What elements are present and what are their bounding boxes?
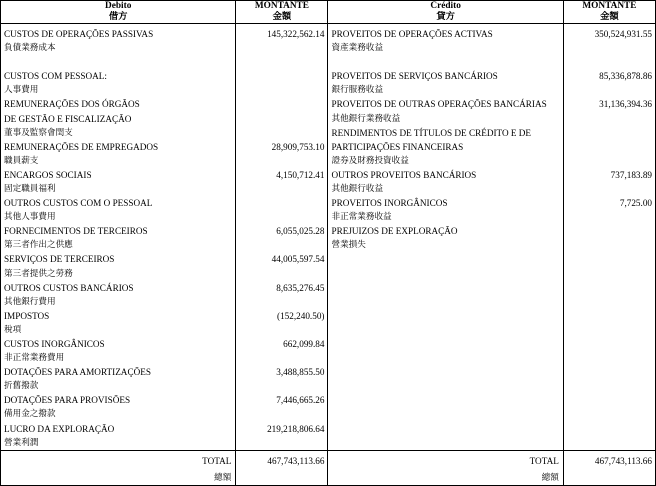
column-header-amount-debit: [236, 1, 328, 24]
credit-line-amount: 31,136,394.36: [599, 99, 652, 110]
debit-line-amount: [236, 97, 327, 111]
debit-line-label: DOTAÇÕES PARA AMORTIZAÇÕES: [4, 367, 151, 378]
debit-line-label: OUTROS CUSTOS COM O PESSOAL: [4, 198, 153, 209]
debit-line-amount: [236, 196, 327, 210]
debit-line-label: OUTROS CUSTOS BANCÁRIOS: [4, 282, 134, 293]
credit-line-label: 其他銀行業務收益: [331, 113, 401, 124]
debit-total-amount-cell: [236, 450, 328, 485]
credit-line-amount: 350,524,931.55: [594, 28, 652, 39]
credit-amount-list: [564, 24, 655, 253]
debit-amount-column: [236, 23, 328, 450]
column-header-amount-credit-pt: MONTANTE: [582, 1, 637, 11]
debit-line-amount: [236, 323, 327, 337]
column-header-debit-pt: Debito: [105, 1, 132, 11]
debit-line-label: 營業利潤: [4, 437, 39, 448]
debit-total-label-pt: TOTAL: [202, 455, 232, 466]
debit-line-label: CUSTOS INORGÂNICOS: [4, 339, 105, 349]
credit-line-label: OUTROS PROVEITOS BANCÁRIOS: [331, 169, 477, 180]
credit-line-label: 非正常業務收益: [331, 212, 392, 223]
debit-line-label: 稅項: [4, 324, 22, 335]
debit-line-amount: 662,099.84: [283, 339, 325, 349]
debit-line-list: [1, 24, 235, 450]
credit-line-amount: [564, 154, 655, 168]
debit-line-amount: [236, 41, 327, 55]
credit-total-label-pt: TOTAL: [529, 455, 559, 466]
credit-line-label: 銀行服務收益: [331, 85, 384, 96]
debit-line-amount: [236, 55, 327, 69]
credit-line-amount: [564, 55, 655, 69]
debit-line-label: 非正常業務費用: [4, 353, 65, 364]
debit-line-label: FORNECIMENTOS DE TERCEIROS: [4, 226, 148, 237]
debit-line-amount: 8,635,276.45: [276, 282, 325, 293]
credit-line-label: [328, 55, 562, 69]
credit-line-label: PROVEITOS INORGÂNICOS: [331, 198, 448, 209]
debit-line-label: 其他銀行費用: [4, 296, 56, 307]
debit-line-label: 第三者作出之供應: [4, 240, 73, 251]
debit-line-amount: 6,055,025.28: [276, 226, 325, 237]
debit-line-amount: 4,150,712.41: [276, 169, 325, 180]
debit-line-amount: [236, 126, 327, 140]
column-header-amount-credit: [563, 1, 655, 24]
column-header-amount-credit-zh: 金額: [600, 10, 619, 22]
credit-amount-column: [563, 23, 655, 450]
credit-line-label: PROVEITOS DE OPERAÇÕES ACTIVAS: [331, 28, 493, 39]
debit-line-label: 固定職員福利: [4, 183, 56, 194]
credit-line-amount: [564, 238, 655, 252]
credit-line-label: PROVEITOS DE OUTRAS OPERAÇÕES BANCÁRIAS: [331, 99, 547, 110]
credit-line-label: 營業損失: [331, 240, 366, 251]
credit-total-amount-cell: [563, 450, 655, 485]
debit-line-amount: [236, 154, 327, 168]
debit-line-label: ENCARGOS SOCIAIS: [4, 169, 92, 180]
credit-line-amount: [564, 83, 655, 97]
credit-line-label: 其他銀行收益: [331, 183, 384, 194]
debit-line-label: 備用金之撥款: [4, 409, 56, 420]
debit-line-label: DOTAÇÕES PARA PROVISÕES: [4, 395, 131, 406]
debit-line-label: 人事費用: [4, 85, 39, 96]
credit-total-label-cell: [328, 450, 563, 485]
credit-line-amount: [564, 126, 655, 140]
credit-total-amount: 467,743,113.66: [594, 455, 652, 466]
debit-line-amount: [236, 351, 327, 365]
debit-line-label: 負債業務成本: [4, 43, 56, 54]
credit-line-amount: [564, 140, 655, 154]
debit-line-amount: [236, 407, 327, 421]
debit-line-label: LUCRO DA EXPLORAÇÃO: [4, 423, 115, 434]
debit-line-label: REMUNERAÇÕES DE EMPREGADOS: [4, 141, 159, 152]
debit-line-amount: [236, 238, 327, 252]
debit-line-amount: 7,446,665.26: [276, 395, 325, 406]
debit-line-amount: 219,218,806.64: [267, 423, 325, 434]
debit-line-label: [1, 55, 235, 69]
debit-line-amount: 3,488,855.50: [276, 367, 325, 378]
column-header-amount-debit-zh: 金額: [272, 10, 292, 22]
credit-line-label: PROVEITOS DE SERVIÇOS BANCÁRIOS: [331, 71, 498, 82]
debit-line-amount: [236, 379, 327, 393]
debit-total-label-zh: 總額: [214, 472, 232, 483]
debit-line-label: CUSTOS DE OPERAÇÕES PASSIVAS: [4, 28, 154, 39]
debit-line-label: IMPOSTOS: [4, 310, 50, 321]
credit-line-list: [328, 24, 562, 253]
column-header-credit: [328, 1, 563, 24]
credit-line-label: RENDIMENTOS DE TÍTULOS DE CRÉDITO E DE: [331, 127, 532, 138]
debit-total-label-cell: [1, 450, 236, 485]
debit-line-amount: 28,909,753.10: [271, 141, 325, 152]
debit-line-amount: [236, 210, 327, 224]
column-header-amount-debit-pt: MONTANTE: [254, 1, 309, 11]
credit-line-label: PREJUIZOS DE EXPLORAÇÃO: [331, 226, 458, 237]
debit-line-amount: [236, 182, 327, 196]
column-header-credit-zh: 貸方: [436, 10, 455, 22]
credit-line-amount: [564, 210, 655, 224]
column-header-credit-pt: Crédito: [430, 1, 461, 11]
credit-line-label: 證券及財務投資收益: [331, 155, 409, 166]
debit-line-label: 職員薪支: [4, 155, 39, 166]
column-header-debit-zh: 借方: [108, 10, 128, 22]
debit-line-amount: [236, 267, 327, 281]
debit-line-amount: [236, 83, 327, 97]
debit-line-label: DE GESTÃO E FISCALIZAÇÃO: [4, 113, 132, 124]
debit-line-label: CUSTOS COM PESSOAL:: [4, 71, 107, 82]
table-total-row: [1, 450, 656, 485]
credit-line-amount: [564, 112, 655, 126]
debit-line-amount: [236, 112, 327, 126]
credit-line-label: PARTICIPAÇÕES FINANCEIRAS: [331, 141, 464, 152]
debit-line-label: 折舊撥款: [4, 381, 39, 392]
debit-line-label: SERVIÇOS DE TERCEIROS: [4, 254, 115, 265]
debit-line-label: 第三者提供之勞務: [4, 268, 73, 279]
debit-line-amount: [236, 69, 327, 83]
credit-description-column: [328, 23, 563, 450]
column-header-debit: [1, 1, 236, 24]
debit-total-amount: 467,743,113.66: [267, 455, 325, 466]
debit-amount-list: [236, 24, 327, 450]
credit-line-amount: [564, 41, 655, 55]
debit-line-amount: (152,240.50): [277, 310, 325, 321]
debit-line-label: REMUNERAÇÕES DOS ÓRGÃOS: [4, 99, 140, 110]
credit-line-amount: [564, 224, 655, 238]
debit-line-amount: [236, 436, 327, 450]
credit-line-label: 資產業務收益: [331, 43, 384, 54]
table-body-row: [1, 23, 656, 450]
credit-line-amount: 85,336,878.86: [599, 71, 652, 82]
debit-description-column: [1, 23, 236, 450]
credit-line-amount: 737,183.89: [610, 169, 652, 180]
credit-line-amount: [564, 182, 655, 196]
table-header-row: [1, 1, 656, 24]
credit-total-label-zh: 總額: [541, 472, 559, 483]
debit-line-amount: 145,322,562.14: [267, 28, 325, 39]
credit-line-amount: 7,725.00: [619, 198, 652, 209]
debit-line-amount: 44,005,597.54: [271, 254, 325, 265]
debit-line-label: 董事及監察會閏支: [4, 127, 73, 138]
debit-line-amount: [236, 295, 327, 309]
debit-line-label: 其他人事費用: [4, 212, 56, 223]
